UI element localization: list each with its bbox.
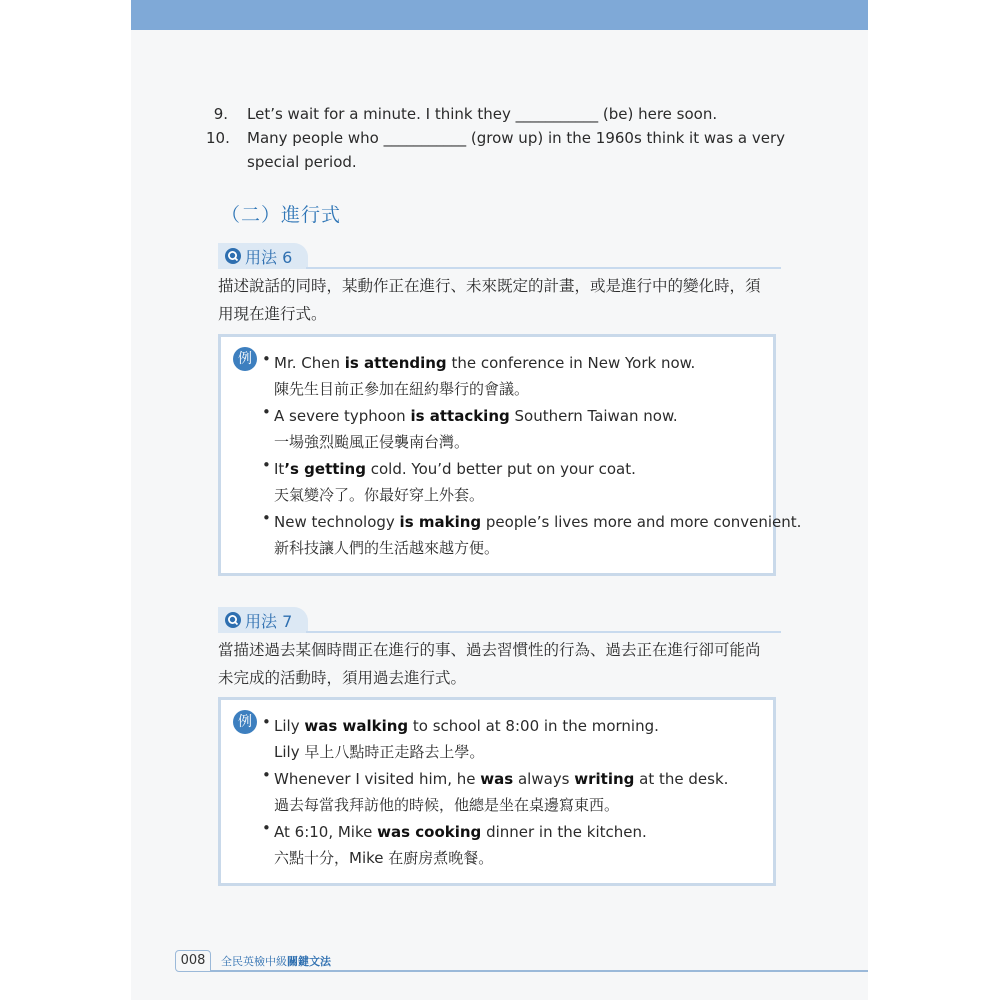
usage-description bbox=[218, 636, 761, 692]
example-english: Whenever I visited him, he was always writing at the desk. bbox=[274, 770, 729, 788]
description-line: 描述說話的同時，某動作正在進行、未來既定的計畫，或是進行中的變化時，須 bbox=[218, 277, 761, 295]
example-english: Lily was walking to school at 8:00 in the morning. bbox=[274, 717, 659, 735]
example-box bbox=[218, 697, 776, 886]
bullet-icon: • bbox=[262, 509, 271, 527]
section-title: （二）進行式 bbox=[221, 204, 342, 226]
bullet-icon: • bbox=[262, 403, 271, 421]
page-footer bbox=[175, 950, 868, 972]
example-chinese: Lily 早上八點時正走路去上學。 bbox=[274, 743, 485, 761]
magnifier-q-icon bbox=[225, 612, 241, 628]
exercise-text: Let’s wait for a minute. I think they ___________ (be) here soon. bbox=[247, 105, 718, 123]
example-chinese: 一場強烈颱風正侵襲南台灣。 bbox=[274, 433, 470, 451]
example-chinese: 新科技讓人們的生活越來越方便。 bbox=[274, 539, 500, 557]
description-line: 未完成的活動時，須用過去進行式。 bbox=[218, 669, 467, 687]
exercise-number: 10. bbox=[206, 129, 230, 147]
book-title: 全民英檢中級關鍵文法 bbox=[221, 955, 331, 968]
description-line: 用現在進行式。 bbox=[218, 305, 327, 323]
example-chinese: 陳先生目前正參加在紐約舉行的會議。 bbox=[274, 380, 530, 398]
usage-label: 用法 7 bbox=[245, 612, 293, 631]
example-item bbox=[262, 819, 647, 871]
example-english: It’s getting cold. You’d better put on your coat. bbox=[274, 460, 636, 478]
example-chinese: 六點十分，Mike 在廚房煮晚餐。 bbox=[274, 849, 494, 867]
example-item bbox=[262, 403, 678, 455]
usage-label: 用法 6 bbox=[245, 248, 293, 267]
example-chinese: 天氣變冷了。你最好穿上外套。 bbox=[274, 486, 485, 504]
example-english: At 6:10, Mike was cooking dinner in the kitchen. bbox=[274, 823, 647, 841]
example-english: New technology is making people’s lives more and more convenient. bbox=[274, 513, 802, 531]
example-item bbox=[262, 509, 802, 561]
usage-divider bbox=[306, 267, 781, 269]
magnifier-q-icon bbox=[225, 248, 241, 264]
bullet-icon: • bbox=[262, 819, 271, 837]
example-item bbox=[262, 350, 696, 402]
example-english: Mr. Chen is attending the conference in New York now. bbox=[274, 354, 696, 372]
usage-divider bbox=[306, 631, 781, 633]
example-item bbox=[262, 713, 659, 765]
example-badge: 例 bbox=[233, 710, 257, 734]
bullet-icon: • bbox=[262, 713, 271, 731]
example-english: A severe typhoon is attacking Southern Taiwan now. bbox=[274, 407, 678, 425]
example-chinese: 過去每當我拜訪他的時候，他總是坐在桌邊寫東西。 bbox=[274, 796, 620, 814]
example-badge: 例 bbox=[233, 347, 257, 371]
usage-description bbox=[218, 272, 761, 328]
bullet-icon: • bbox=[262, 456, 271, 474]
bullet-icon: • bbox=[262, 350, 271, 368]
exercise-text-continued: special period. bbox=[247, 153, 357, 171]
footer-divider bbox=[211, 970, 868, 972]
example-item bbox=[262, 456, 636, 508]
page-number: 008 bbox=[175, 950, 211, 972]
bullet-icon: • bbox=[262, 766, 271, 784]
description-line: 當描述過去某個時間正在進行的事、過去習慣性的行為、過去正在進行卻可能尚 bbox=[218, 641, 761, 659]
exercise-text: Many people who ___________ (grow up) in the 1960s think it was a very bbox=[247, 129, 786, 147]
top-color-band bbox=[131, 0, 868, 30]
example-box bbox=[218, 334, 802, 576]
exercise-number: 9. bbox=[213, 105, 228, 123]
example-item bbox=[262, 766, 729, 818]
